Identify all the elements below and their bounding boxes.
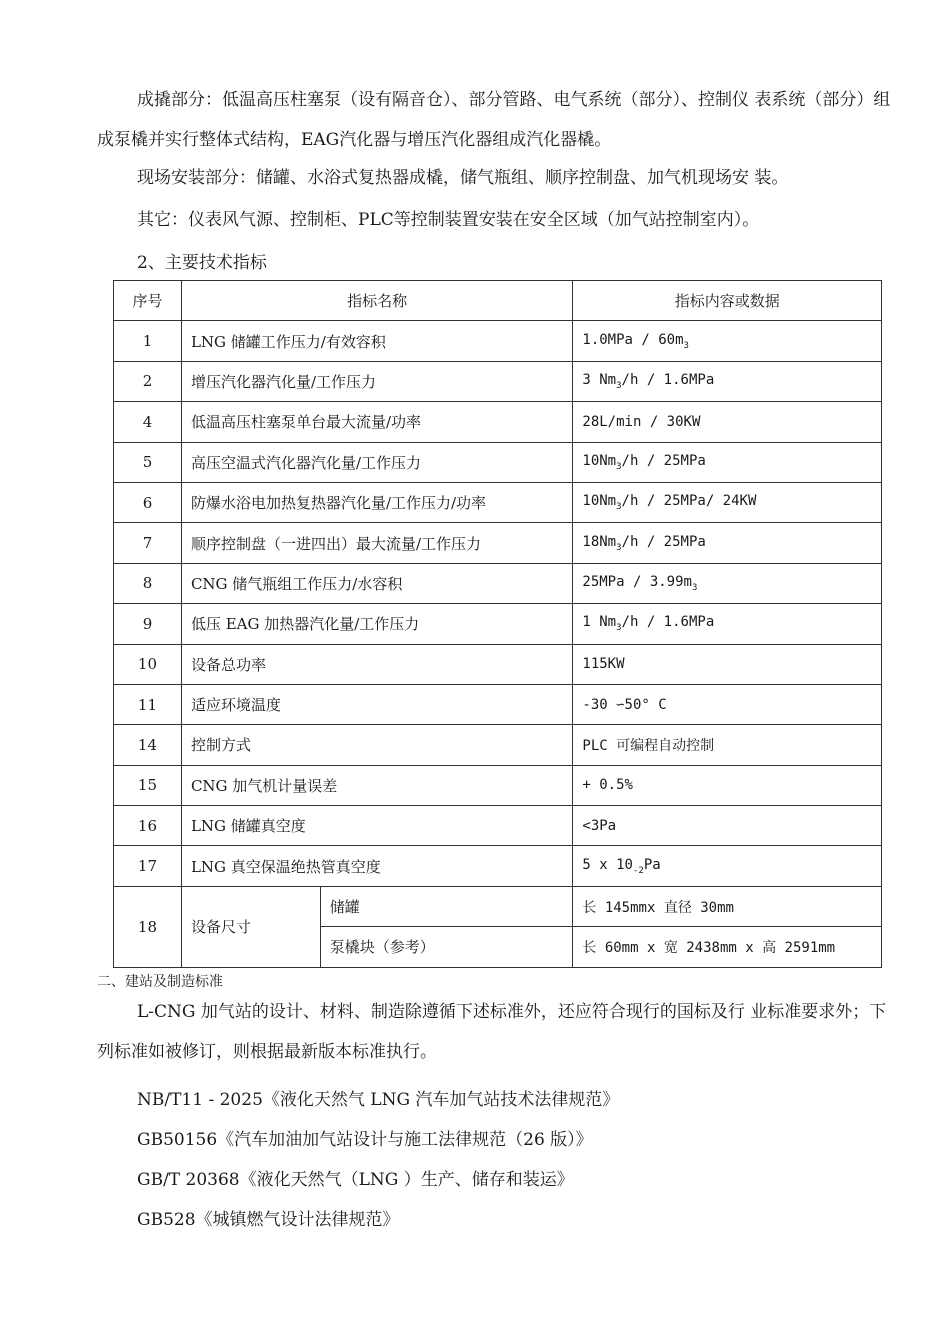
- row-no: 16: [114, 806, 182, 846]
- sub-item-value: 长 145mmx 直径 30mm: [573, 886, 882, 926]
- table-row: [114, 765, 882, 805]
- intro-paragraph-skid: 成撬部分：低温高压柱塞泵（设有隔音仓）、部分管路、电气系统（部分）、控制仪 表系统（部分）组成泵橇并实行整体式结构，EAG汽化器与增压汽化器组成汽化器橇。: [97, 90, 891, 150]
- section-heading-standards: 二、建站及制造标准: [97, 974, 223, 990]
- sub-item-value: 长 60mm x 宽 2438mm x 高 2591mm: [573, 927, 882, 967]
- intro-paragraph-site-install: 现场安装部分：储罐、水浴式复热器成橇，储气瓶组、顺序控制盘、加气机现场安 装。: [137, 168, 789, 188]
- table-row: [114, 644, 882, 684]
- row-value: $10Nm_3/h / 25MPa$: [573, 442, 882, 482]
- table-row: [114, 361, 882, 401]
- row-no: 17: [114, 846, 182, 886]
- table-row: [114, 482, 882, 522]
- row-no: 6: [114, 482, 182, 522]
- row-name: CNG 储气瓶组工作压力/水容积: [181, 563, 572, 603]
- standard-item: GB528《城镇燃气设计法律规范》: [137, 1210, 400, 1230]
- table-row: [114, 442, 882, 482]
- row-value: 115KW: [573, 644, 882, 684]
- row-name: 适应环境温度: [181, 684, 572, 724]
- row-value: 3 $Nm_3/h / 1.6MPa$: [573, 361, 882, 401]
- row-value: $25MPa / 3.99m_3$: [573, 563, 882, 603]
- table-row: [114, 846, 882, 886]
- row-no: 18: [114, 886, 182, 967]
- row-no: 11: [114, 684, 182, 724]
- row-value: $18Nm_3/h / 25MPa$: [573, 523, 882, 563]
- standard-item: GB/T 20368《液化天然气（LNG ）生产、储存和装运》: [137, 1170, 574, 1190]
- header-no: 序号: [114, 281, 182, 321]
- row-name: 设备总功率: [181, 644, 572, 684]
- table-row: [114, 523, 882, 563]
- row-no: 5: [114, 442, 182, 482]
- row-value: PLC 可编程自动控制: [573, 725, 882, 765]
- sub-item-label: 泵橇块（参考）: [320, 927, 573, 967]
- row-value: + 0.5%: [573, 765, 882, 805]
- row-name: 防爆水浴电加热复热器汽化量/工作压力/功率: [181, 482, 572, 522]
- row-value: <3Pa: [573, 806, 882, 846]
- section-title-tech-specs: 2、主要技术指标: [137, 253, 267, 273]
- row-value: 5 x $10_{-2}Pa$: [573, 846, 882, 886]
- row-no: 9: [114, 604, 182, 644]
- row-value: 28L/min / 30KW: [573, 402, 882, 442]
- table-row: [114, 684, 882, 724]
- standard-item: GB50156《汽车加油加气站设计与施工法律规范（26 版）》: [137, 1130, 593, 1150]
- row-no: 10: [114, 644, 182, 684]
- row-name: 高压空温式汽化器汽化量/工作压力: [181, 442, 572, 482]
- table-row: [114, 321, 882, 361]
- row-value: -30 ∽50° C: [573, 684, 882, 724]
- row-name: LNG 真空保温绝热管真空度: [181, 846, 572, 886]
- table-row: [114, 402, 882, 442]
- row-value: $1.0MPa / 60m_3$: [573, 321, 882, 361]
- header-name: 指标名称: [181, 281, 572, 321]
- header-value: 指标内容或数据: [573, 281, 882, 321]
- row-name: 低温高压柱塞泵单台最大流量/功率: [181, 402, 572, 442]
- table-row: [114, 725, 882, 765]
- row-no: 4: [114, 402, 182, 442]
- row-name: 低压 EAG 加热器汽化量/工作压力: [181, 604, 572, 644]
- sub-item-label: 储罐: [320, 886, 573, 926]
- row-value: 1 $Nm_3/h / 1.6MPa$: [573, 604, 882, 644]
- table-row: [114, 806, 882, 846]
- row-name: CNG 加气机计量误差: [181, 765, 572, 805]
- intro-paragraph-other: 其它：仪表风气源、控制柜、PLC等控制装置安装在安全区域（加气站控制室内）。: [137, 210, 760, 230]
- row-name: 顺序控制盘（一进四出）最大流量/工作压力: [181, 523, 572, 563]
- standard-item: NB/T11 - 2025《液化天然气 LNG 汽车加气站技术法律规范》: [137, 1090, 620, 1110]
- row-no: 2: [114, 361, 182, 401]
- tech-spec-table: [113, 280, 882, 968]
- standards-paragraph: L-CNG 加气站的设计、材料、制造除遵循下述标准外，还应符合现行的国标及行 业标准要求外；下列标准如被修订，则根据最新版本标准执行。: [97, 1002, 887, 1062]
- row-no: 15: [114, 765, 182, 805]
- row-no: 8: [114, 563, 182, 603]
- row-value: $10Nm_3/h / 25MPa/$ 24KW: [573, 482, 882, 522]
- row-name: 增压汽化器汽化量/工作压力: [181, 361, 572, 401]
- table-row: [114, 886, 882, 926]
- table-row: [114, 604, 882, 644]
- row-no: 14: [114, 725, 182, 765]
- row-no: 1: [114, 321, 182, 361]
- row-name: LNG 储罐工作压力/有效容积: [181, 321, 572, 361]
- table-header-row: [114, 281, 882, 321]
- table-row: [114, 563, 882, 603]
- row-name: LNG 储罐真空度: [181, 806, 572, 846]
- row-name: 设备尺寸: [181, 886, 320, 967]
- row-no: 7: [114, 523, 182, 563]
- row-name: 控制方式: [181, 725, 572, 765]
